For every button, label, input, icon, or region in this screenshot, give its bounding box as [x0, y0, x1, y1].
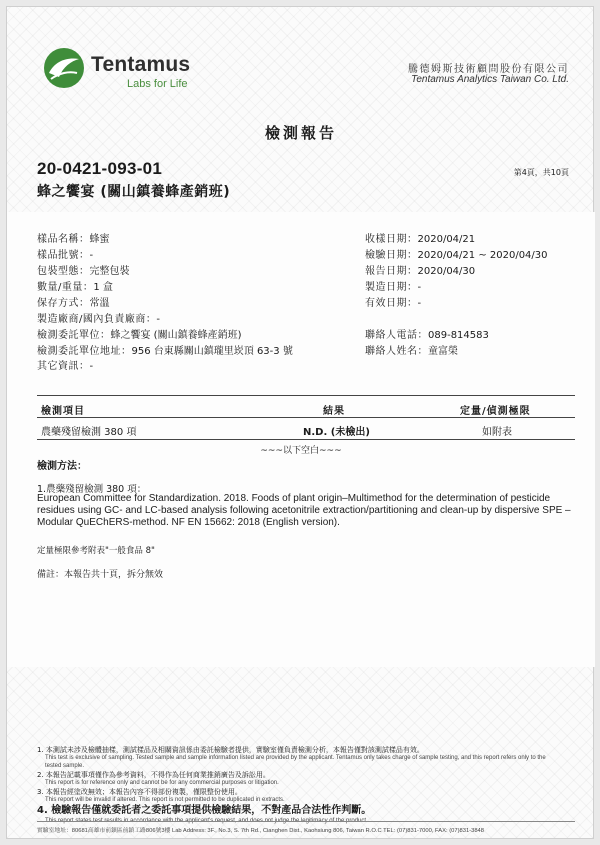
logo-tagline: Labs for Life — [127, 78, 188, 90]
report-number: 20-0421-093-01 — [37, 159, 163, 178]
header-limit: 定量/偵測極限 — [460, 406, 531, 417]
table-top-rule — [37, 395, 575, 396]
sample-name-row: 樣品名稱：蜂蜜 — [37, 234, 110, 245]
company-name-cn: 騰德姆斯技術顧問股份有限公司 — [408, 64, 569, 75]
blank-below-marker: ~~~以下空白~~~ — [260, 446, 342, 456]
report-title: 檢測報告 — [264, 124, 337, 142]
other-info-row: 其它資訊：- — [37, 361, 94, 372]
contact-phone-row: 聯絡人電話：089-814583 — [365, 330, 489, 341]
received-date-row: 收樣日期：2020/04/21 — [365, 234, 476, 245]
table-bottom-rule — [37, 439, 575, 440]
note-1-cn: 1. 本測試未涉及檢體抽樣，測試樣品及相關資訊係由委託檢驗者提供，實驗室僅負責檢測分析，本報告僅對該測試樣品有效。 — [37, 746, 424, 754]
logo-name: Tentamus — [91, 53, 191, 76]
lab-address-footer: 實驗室地址：80681高雄市前鎮區前鎮工路806號3樓 Lab Address: 3F., No.3, S. 7th Rd., Cianghen Dist., Kaohsiung 806, Taiwan R.O.C TEL: (07)831-7000, FAX: (07)831-3848 — [37, 828, 485, 834]
page-number: 第4頁，共10頁 — [513, 168, 569, 177]
client-unit-row: 檢測委託單位：蜂之饗宴 (關山鎮養蜂產銷班) — [37, 330, 242, 341]
test-date-row: 檢驗日期：2020/04/21 ~ 2020/04/30 — [365, 250, 548, 261]
company-name-en: Tentamus Analytics Taiwan Co. Ltd. — [411, 74, 569, 85]
package-type-row: 包裝型態：完整包裝 — [37, 266, 130, 277]
note-1-en: This test is exclusive of sampling. Tested sample and sample information listed are provided by the applicant. Tentamus only takes charge of sample testing, and this report refers only to the tested sample. — [45, 755, 546, 769]
note-4-cn: 4. 檢驗報告僅就委託者之委託事項提供檢驗結果，不對產品合法性作判斷。 — [37, 805, 372, 816]
header-result: 結果 — [323, 406, 345, 417]
remark: 備註：本報告共十頁，拆分無效 — [37, 570, 164, 580]
footer-rule — [37, 821, 575, 822]
method-item-title: 1.農藥殘留檢測 380 項： — [37, 484, 147, 495]
note-2-en: This report is for reference only and cannot be for any commercial purposes or litigation. — [45, 780, 279, 786]
expiry-date-row: 有效日期：- — [365, 298, 422, 309]
client-address-row: 檢測委託單位地址：956 台東縣關山鎮瓏里崁頂 63-3 號 — [37, 346, 293, 357]
table-header-rule — [37, 417, 575, 418]
contact-name-row: 聯絡人姓名：童富榮 — [365, 346, 458, 357]
row-result: N.D. (未檢出) — [303, 427, 370, 438]
row-limit: 如附表 — [482, 427, 512, 438]
row-test-item: 農藥殘留檢測 380 項 — [41, 427, 137, 438]
note-3-en: This report will be invalid if altered. This report is not permitted to be duplicated in extracts. — [45, 797, 285, 803]
manufacturer-row: 製造廠商/國內負責廠商：- — [37, 314, 160, 325]
sample-batch-row: 樣品批號：- — [37, 250, 94, 261]
manufacture-date-row: 製造日期：- — [365, 282, 422, 293]
report-date-row: 報告日期：2020/04/30 — [365, 266, 476, 277]
method-heading: 檢測方法： — [37, 461, 87, 472]
storage-row: 保存方式：常溫 — [37, 298, 110, 309]
report-page — [6, 6, 594, 839]
note-2-cn: 2. 本報告記載事項僅作為參考資料，不得作為任何商業推銷廣告及訴訟用。 — [37, 771, 270, 779]
quantity-row: 數量/重量：1 盒 — [37, 282, 113, 293]
quantification-reference: 定量極限參考附表"一般食品 8" — [37, 546, 155, 556]
tentamus-leaf-icon — [43, 47, 85, 89]
client-heading: 蜂之饗宴 (關山鎮養蜂產銷班) — [37, 184, 231, 200]
method-description: European Committee for Standardization. 2018. Foods of plant origin–Multimethod for the determination of pesticide residues using GC- and LC-based analysis following acetonitrile extraction/partitioning and clean-up by dispersive SPE – Modular QuEChERS-method. NF EN 15662: 2018 (English version). — [37, 493, 571, 528]
disclaimer-notes — [37, 746, 577, 826]
header-test-item: 檢測項目 — [41, 406, 85, 417]
note-3-cn: 3. 本報告經塗改無效；本報告內容不得部份複製，僅限整份使用。 — [37, 788, 242, 796]
